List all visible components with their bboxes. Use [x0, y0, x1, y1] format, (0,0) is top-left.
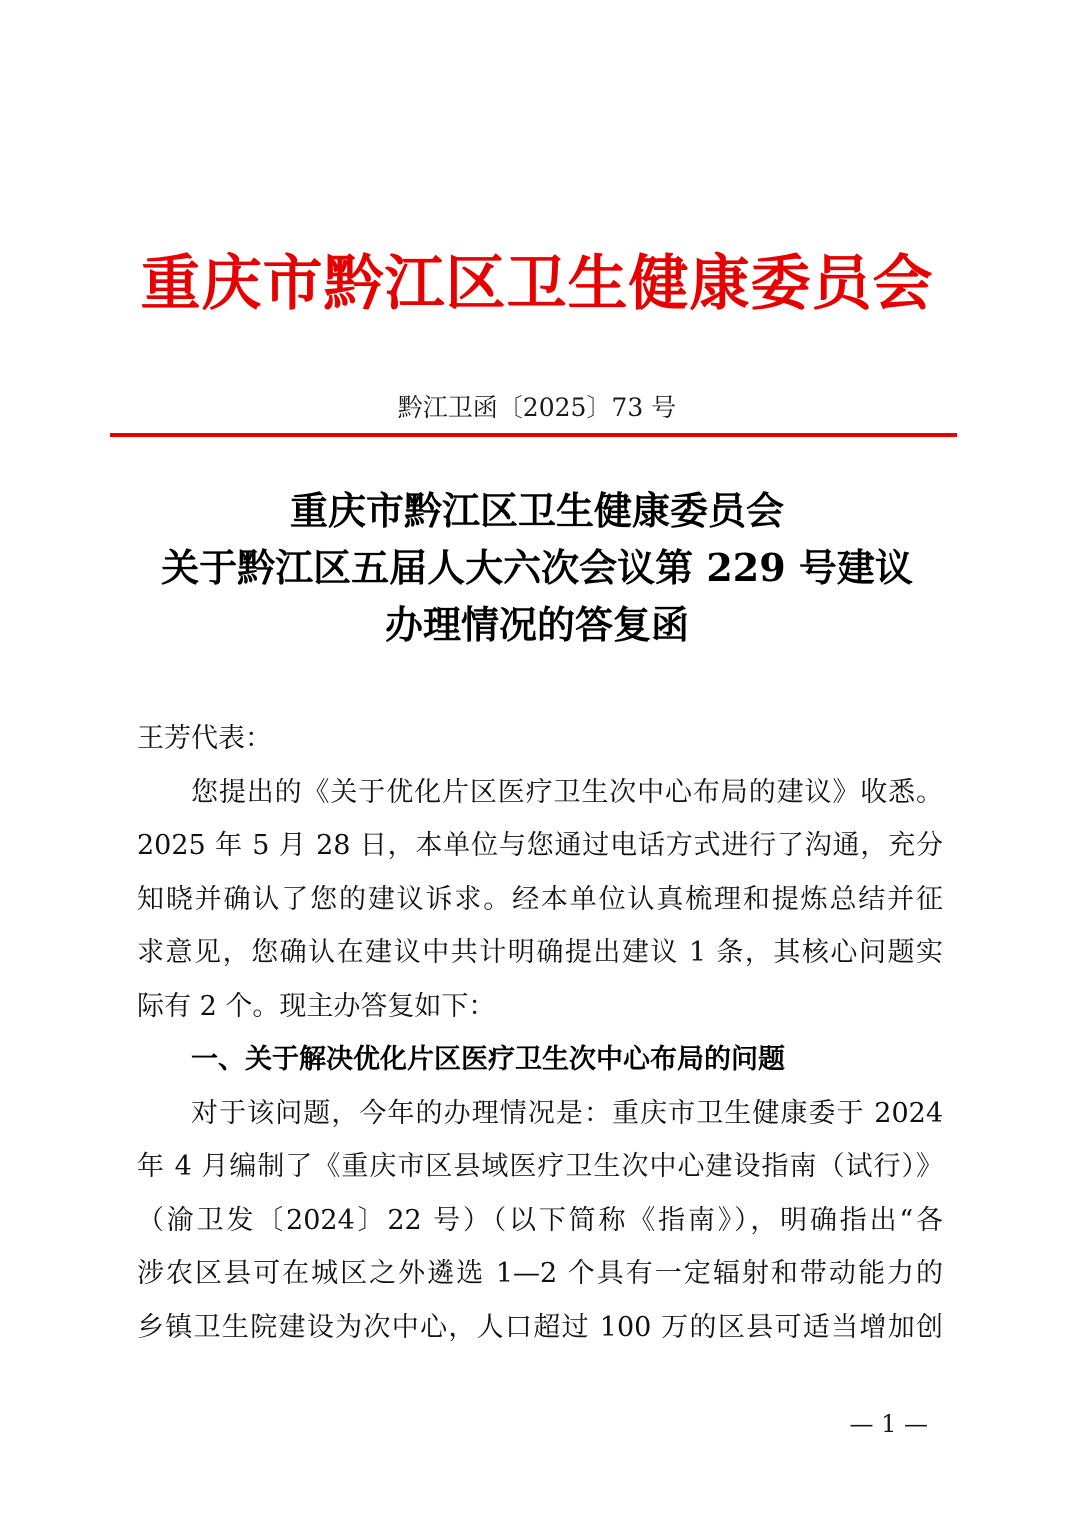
- red-divider-line: [110, 433, 957, 437]
- body-line: 年 4 月编制了《重庆市区县域医疗卫生次中心建设指南（试行）》: [137, 1151, 943, 1182]
- body-line: 王芳代表：: [137, 723, 272, 754]
- body-line: （渝卫发〔2024〕22 号）（以下简称《指南》），明确指出“各: [137, 1204, 943, 1236]
- body-line: 对于该问题，今年的办理情况是：重庆市卫生健康委于 2024: [191, 1097, 943, 1129]
- document-body: [137, 712, 943, 1354]
- body-line: 2025 年 5 月 28 日，本单位与您通过电话方式进行了沟通，充分: [137, 830, 943, 861]
- document-title-line: 办理情况的答复函: [384, 602, 689, 647]
- body-line: 乡镇卫生院建设为次中心，人口超过 100 万的区县可适当增加创: [137, 1311, 943, 1343]
- section-heading: 一、关于解决优化片区医疗卫生次中心布局的问题: [191, 1044, 785, 1075]
- body-line: 您提出的《关于优化片区医疗卫生次中心布局的建议》收悉。: [191, 776, 943, 808]
- body-line: 求意见，您确认在建议中共计明确提出建议 1 条，其核心问题实: [137, 937, 943, 968]
- document-title-line: 关于黔江区五届人大六次会议第 229 号建议: [161, 545, 913, 590]
- body-line: 涉农区县可在城区之外遴选 1—2 个具有一定辐射和带动能力的: [137, 1258, 943, 1289]
- body-line: 知晓并确认了您的建议诉求。经本单位认真梳理和提炼总结并征: [137, 883, 943, 915]
- document-title-line: 重庆市黔江区卫生健康委员会: [289, 488, 784, 533]
- page-number: — 1 —: [849, 1410, 928, 1438]
- body-line: 际有 2 个。现主办答复如下：: [137, 990, 496, 1022]
- document-title: [0, 482, 1074, 653]
- agency-red-header: 重庆市黔江区卫生健康委员会: [140, 249, 934, 319]
- document-reference-number: 黔江卫函〔2025〕73 号: [397, 393, 677, 422]
